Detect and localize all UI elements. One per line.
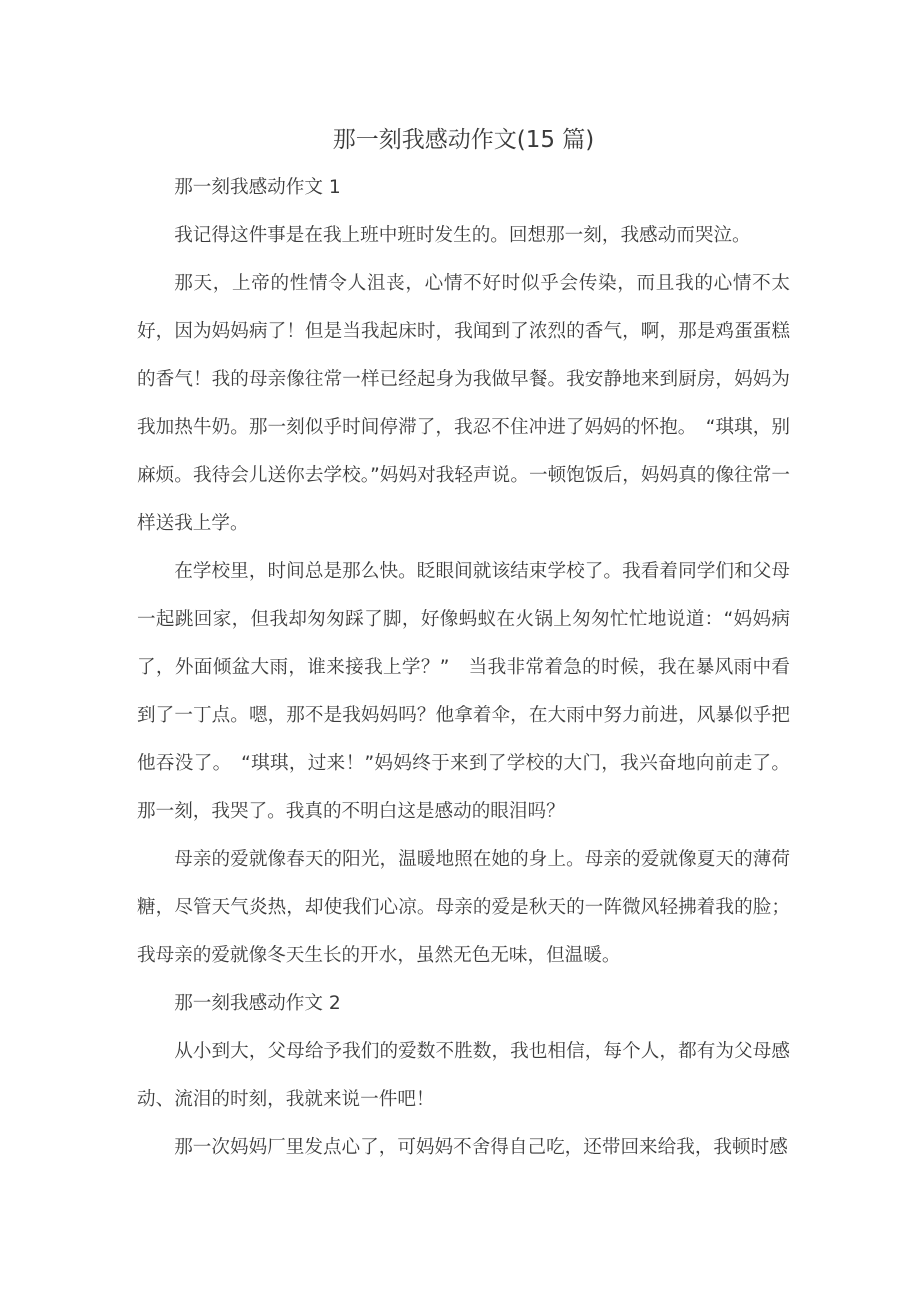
essay-paragraph: 我记得这件事是在我上班中班时发生的。回想那一刻，我感动而哭泣。 — [174, 225, 751, 246]
document-title: 那一刻我感动作文(15 篇) — [332, 127, 595, 153]
essay-section-heading: 那一刻我感动作文 1 — [174, 177, 341, 198]
essay-paragraph: 那天，上帝的性情令人沮丧，心情不好时似乎会传染，而且我的心情不太好，因为妈妈病了！但是当我起床时，我闻到了浓烈的香气，啊，那是鸡蛋蛋糕的香气！我的母亲像往常一样已经起身为我做早餐。我安静地来到厨房，妈妈为我加热牛奶。那一刻似乎时间停滞了，我忍不住冲进了妈妈的怀抱。 “琪琪，别麻烦。我待会儿送你去学校。”妈妈对我轻声说。一顿饱饭后，妈妈真的像往常一样送我上学。 — [137, 273, 790, 534]
essay-paragraph: 从小到大，父母给予我们的爱数不胜数，我也相信，每个人，都有为父母感动、流泪的时刻，我就来说一件吧！ — [137, 1041, 790, 1110]
essay-paragraph: 那一次妈妈厂里发点心了，可妈妈不舍得自己吃，还带回来给我，我顿时感 — [174, 1137, 788, 1158]
document-body — [137, 164, 790, 1172]
essay-paragraph: 母亲的爱就像春天的阳光，温暖地照在她的身上。母亲的爱就像夏天的薄荷糖，尽管天气炎热，却使我们心凉。母亲的爱是秋天的一阵微风轻拂着我的脸；我母亲的爱就像冬天生长的开水，虽然无色无味，但温暖。 — [137, 849, 790, 966]
essay-paragraph: 在学校里，时间总是那么快。眨眼间就该结束学校了。我看着同学们和父母一起跳回家，但我却匆匆踩了脚，好像蚂蚁在火锅上匆匆忙忙地说道：“妈妈病了，外面倾盆大雨，谁来接我上学？” 当我非常着急的时候，我在暴风雨中看到了一丁点。嗯，那不是我妈妈吗？他拿着伞，在大雨中努力前进，风暴似乎把他吞没了。 “琪琪，过来！”妈妈终于来到了学校的大门，我兴奋地向前走了。那一刻，我哭了。我真的不明白这是感动的眼泪吗？ — [137, 561, 790, 822]
essay-section-heading: 那一刻我感动作文 2 — [174, 993, 341, 1014]
